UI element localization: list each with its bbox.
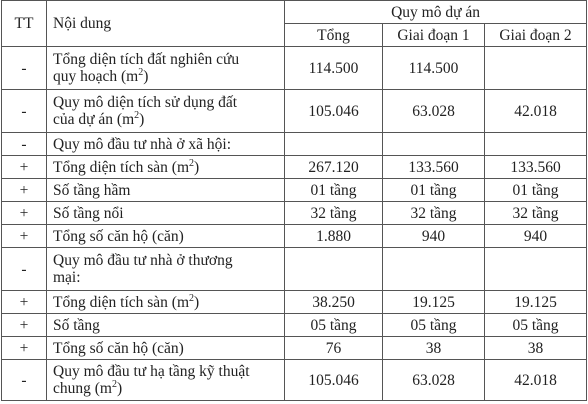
row-tt: - — [2, 360, 47, 401]
header-content: Nội dung — [47, 1, 285, 47]
cell-total: 01 tầng — [285, 179, 383, 202]
cell-phase1: 19.125 — [383, 291, 485, 314]
row-content-tail: ) — [194, 158, 200, 176]
unit-superscript: 2 — [111, 378, 117, 390]
row-content-line2: chung (m — [53, 380, 112, 397]
row-content-tail: ) — [143, 68, 149, 85]
table-row — [2, 291, 587, 314]
cell-phase2: 133.560 — [485, 156, 587, 179]
unit-superscript: 2 — [138, 66, 144, 78]
table-row — [2, 156, 587, 179]
cell-phase1: 63.028 — [383, 90, 485, 133]
cell-phase1: 38 — [383, 337, 485, 360]
cell-phase2 — [485, 248, 587, 291]
project-scale-table — [1, 0, 587, 401]
row-content: Số tầng — [47, 314, 285, 337]
cell-total: 1.880 — [285, 225, 383, 248]
row-content-line2: của dự án (m — [53, 111, 135, 128]
row-tt: + — [2, 179, 47, 202]
cell-total — [285, 248, 383, 291]
cell-phase1: 63.028 — [383, 360, 485, 401]
cell-phase1 — [383, 133, 485, 156]
table-row — [2, 360, 587, 401]
row-tt: + — [2, 156, 47, 179]
header-tt: TT — [2, 1, 47, 47]
row-content-text: Tổng diện tích sàn (m — [53, 293, 190, 311]
row-tt: + — [2, 291, 47, 314]
row-content — [47, 360, 285, 401]
row-content — [47, 248, 285, 291]
row-content: Tổng số căn hộ (căn) — [47, 337, 285, 360]
table-row — [2, 90, 587, 133]
row-content-line1: Quy mô đầu tư nhà ở thương — [53, 252, 233, 269]
row-tt: + — [2, 225, 47, 248]
cell-total: 05 tầng — [285, 314, 383, 337]
header-project-scale: Quy mô dự án — [285, 1, 587, 24]
cell-total: 38.250 — [285, 291, 383, 314]
table-row — [2, 337, 587, 360]
row-tt: - — [2, 90, 47, 133]
cell-total: 114.500 — [285, 47, 383, 90]
header-row — [2, 1, 587, 24]
table-row — [2, 225, 587, 248]
cell-total — [285, 133, 383, 156]
table-row — [2, 314, 587, 337]
cell-phase2 — [485, 47, 587, 90]
header-total: Tổng — [285, 24, 383, 47]
cell-phase2: 42.018 — [485, 360, 587, 401]
cell-phase2: 940 — [485, 225, 587, 248]
table-row — [2, 47, 587, 90]
row-content: Số tầng nổi — [47, 202, 285, 225]
row-content-tail: ) — [194, 293, 200, 311]
cell-phase1: 01 tầng — [383, 179, 485, 202]
row-content-line2: mại: — [53, 269, 81, 286]
row-content-line2: quy hoạch (m — [53, 68, 139, 85]
row-tt: + — [2, 314, 47, 337]
cell-phase1: 05 tầng — [383, 314, 485, 337]
unit-superscript: 2 — [134, 109, 140, 121]
cell-phase2: 01 tầng — [485, 179, 587, 202]
cell-total: 105.046 — [285, 360, 383, 401]
cell-phase1: 114.500 — [383, 47, 485, 90]
row-tt: + — [2, 337, 47, 360]
cell-total: 267.120 — [285, 156, 383, 179]
unit-superscript: 2 — [189, 157, 195, 169]
cell-phase2: 42.018 — [485, 90, 587, 133]
row-tt: + — [2, 202, 47, 225]
row-content — [47, 156, 285, 179]
row-content-line1: Quy mô diện tích sử dụng đất — [53, 94, 238, 111]
table-row — [2, 179, 587, 202]
row-content: Tổng số căn hộ (căn) — [47, 225, 285, 248]
row-content: Quy mô đầu tư nhà ở xã hội: — [47, 133, 285, 156]
row-content-line1: Quy mô đầu tư hạ tầng kỹ thuật — [53, 363, 250, 380]
cell-total: 76 — [285, 337, 383, 360]
cell-total: 32 tầng — [285, 202, 383, 225]
row-content-tail: ) — [116, 380, 123, 397]
cell-phase2 — [485, 133, 587, 156]
row-content-line1: Tổng diện tích đất nghiên cứu — [53, 51, 240, 68]
cell-phase2: 19.125 — [485, 291, 587, 314]
row-tt: - — [2, 133, 47, 156]
row-tt: - — [2, 248, 47, 291]
unit-superscript: 2 — [189, 292, 195, 304]
cell-phase1: 32 tầng — [383, 202, 485, 225]
row-content — [47, 291, 285, 314]
cell-total: 105.046 — [285, 90, 383, 133]
cell-phase1: 133.560 — [383, 156, 485, 179]
header-phase1: Giai đoạn 1 — [383, 24, 485, 47]
cell-phase2: 05 tầng — [485, 314, 587, 337]
row-content — [47, 47, 285, 90]
cell-phase2: 38 — [485, 337, 587, 360]
row-content — [47, 90, 285, 133]
cell-phase1 — [383, 248, 485, 291]
row-tt: - — [2, 47, 47, 90]
row-content-text: Tổng diện tích sàn (m — [53, 158, 190, 176]
row-content-tail: ) — [139, 111, 145, 128]
header-phase2: Giai đoạn 2 — [485, 24, 587, 47]
table-row — [2, 248, 587, 291]
table-row — [2, 133, 587, 156]
table-row — [2, 202, 587, 225]
cell-phase2: 32 tầng — [485, 202, 587, 225]
row-content: Số tầng hầm — [47, 179, 285, 202]
cell-phase1: 940 — [383, 225, 485, 248]
